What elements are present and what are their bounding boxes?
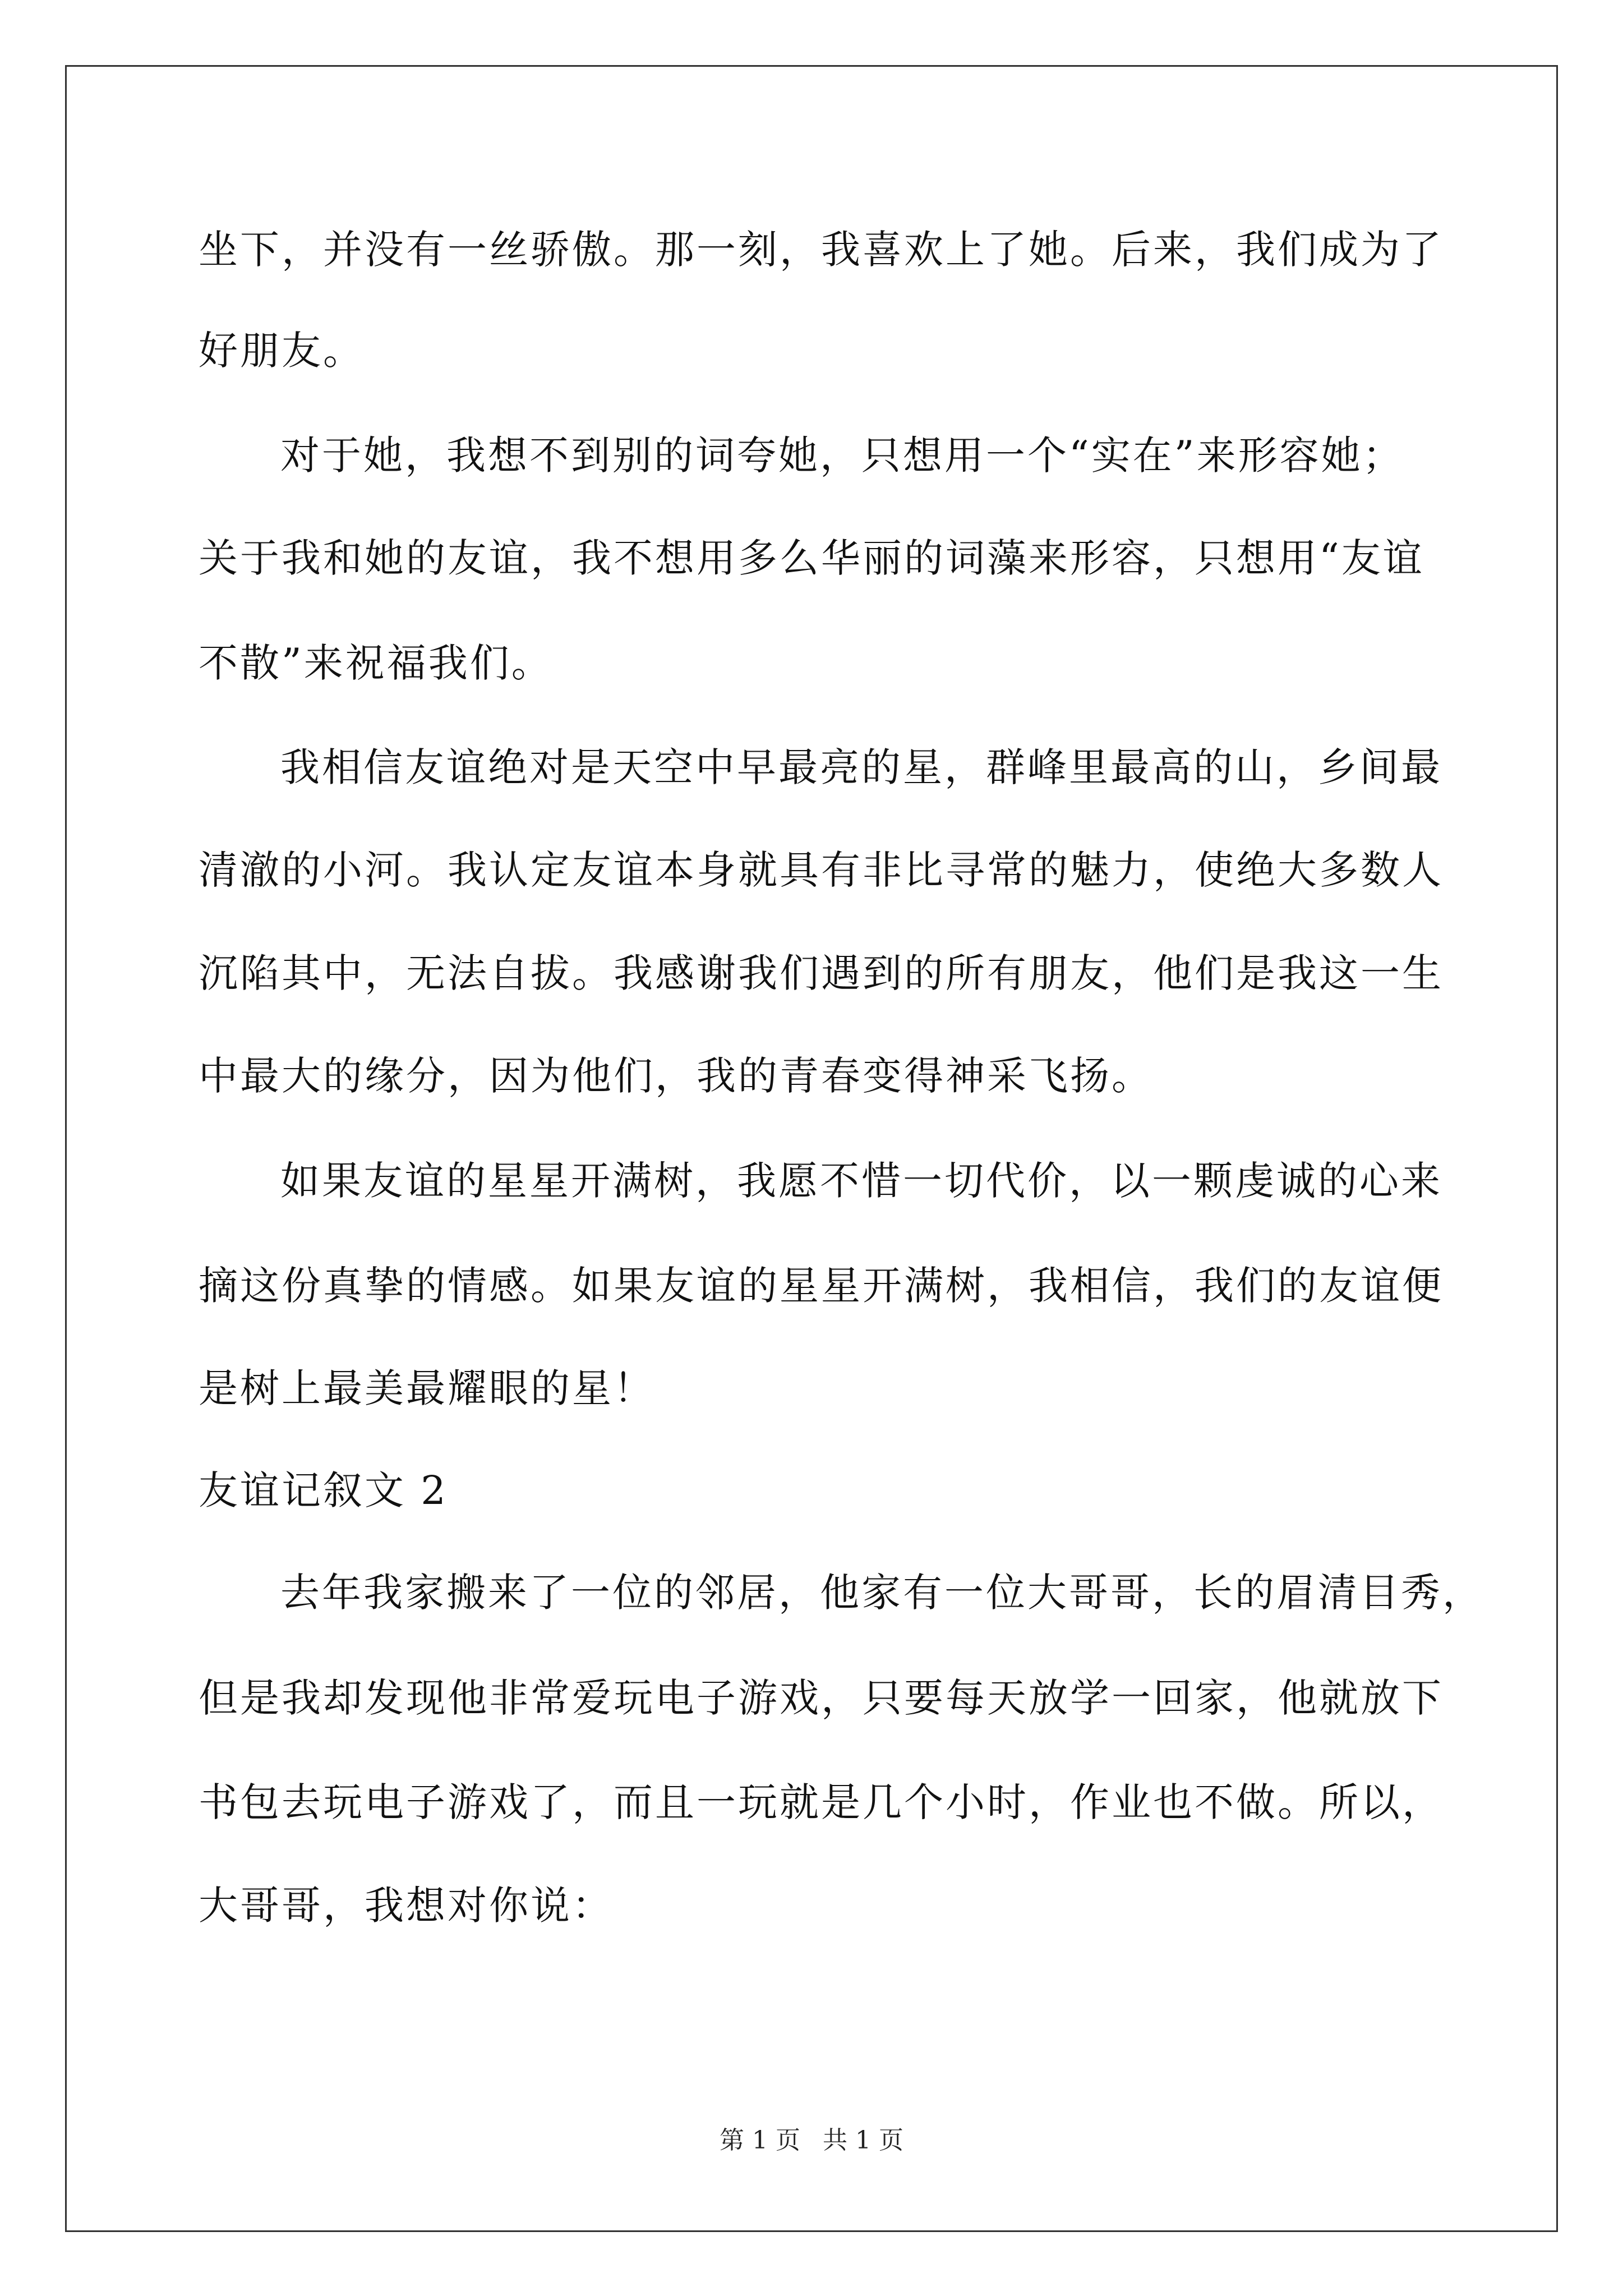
text-line: 好朋友。 — [199, 328, 365, 374]
text-line: 中最大的缘分，因为他们，我的青春变得神采飞扬。 — [199, 1053, 1153, 1099]
text-line: 大哥哥，我想对你说： — [199, 1883, 614, 1929]
text-line: 沉陷其中，无法自拔。我感谢我们遇到的所有朋友，他们是我这一生 — [199, 950, 1444, 996]
text-line: 坐下，并没有一丝骄傲。那一刻，我喜欢上了她。后来，我们成为了 — [199, 227, 1444, 273]
text-line: 我相信友谊绝对是天空中早最亮的星，群峰里最高的山，乡间最 — [280, 744, 1442, 790]
text-line: 如果友谊的星星开满树，我愿不惜一切代价，以一颗虔诚的心来 — [280, 1158, 1442, 1204]
section-heading: 友谊记叙文 2 — [199, 1467, 448, 1513]
text-line: 去年我家搬来了一位的邻居，他家有一位大哥哥，长的眉清目秀， — [280, 1570, 1484, 1616]
text-line: 但是我却发现他非常爱玩电子游戏，只要每天放学一回家，他就放下 — [199, 1675, 1444, 1721]
text-line: 摘这份真挚的情感。如果友谊的星星开满树，我相信，我们的友谊便 — [199, 1263, 1444, 1309]
page-footer — [0, 2125, 1623, 2156]
text-line: 清澈的小河。我认定友谊本身就具有非比寻常的魅力，使绝大多数人 — [199, 847, 1444, 893]
text-line: 不散”来祝福我们。 — [199, 640, 553, 686]
text-line: 对于她，我想不到别的词夸她，只想用一个“实在”来形容她； — [280, 432, 1404, 478]
text-line: 是树上最美最耀眼的星！ — [199, 1365, 655, 1411]
page-total: 共 1 页 — [823, 2126, 903, 2155]
page-number: 第 1 页 — [720, 2126, 800, 2155]
text-line: 关于我和她的友谊，我不想用多么华丽的词藻来形容，只想用“友谊 — [199, 535, 1424, 581]
text-line: 书包去玩电子游戏了，而且一玩就是几个小时，作业也不做。所以， — [199, 1779, 1444, 1825]
